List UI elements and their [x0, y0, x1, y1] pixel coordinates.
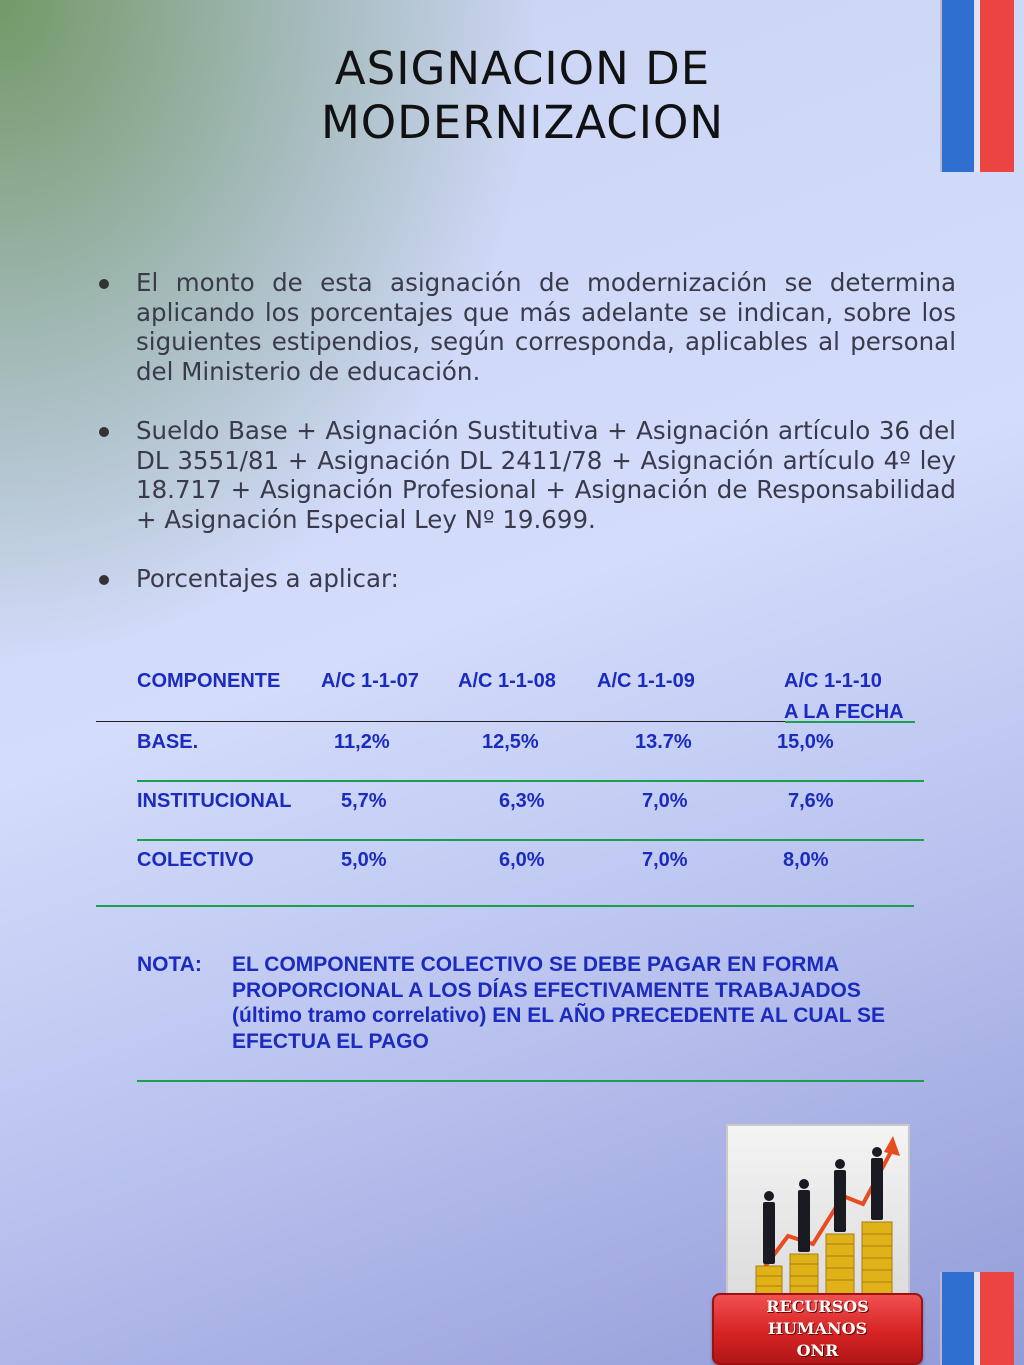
bullet-item: [96, 416, 956, 534]
table-row-divider: [137, 780, 924, 782]
title-line-2: MODERNIZACION: [320, 96, 725, 149]
row-institucional-value: 5,7%: [341, 790, 387, 812]
header-ac-2009: A/C 1-1-09: [597, 670, 695, 692]
recursos-humanos-badge: [712, 1293, 923, 1365]
flag-stripe-bottom: [940, 1272, 1014, 1365]
table-row-divider: [137, 839, 924, 841]
flag-stripe-top: [940, 0, 1014, 172]
page-title: [200, 42, 845, 150]
row-base-label: BASE.: [137, 731, 199, 753]
header-ac-2008: A/C 1-1-08: [458, 670, 556, 692]
bullet-item: [96, 268, 956, 386]
row-colectivo-value: 8,0%: [783, 849, 829, 871]
header-ac-2010: A/C 1-1-10: [784, 670, 882, 692]
row-base-value: 15,0%: [777, 731, 834, 753]
row-institucional-label: INSTITUCIONAL: [137, 790, 292, 812]
row-institucional-value: 6,3%: [499, 790, 545, 812]
bullet-dot-icon: [99, 279, 109, 289]
row-institucional-value: 7,0%: [642, 790, 688, 812]
header-componente: COMPONENTE: [137, 670, 281, 692]
badge-line-1: RECURSOS: [766, 1297, 869, 1316]
title-line-1: ASIGNACION DE: [334, 42, 711, 95]
bullet-text: El monto de esta asignación de modernización se determina aplicando los porcentajes que más adelante se indican, sobre los siguientes estipendios, según corresponda, aplicables al personal del Ministerio de educación.: [136, 268, 956, 386]
row-colectivo-label: COLECTIVO: [137, 849, 254, 871]
header-ac-2007: A/C 1-1-07: [321, 670, 419, 692]
row-colectivo-value: 6,0%: [499, 849, 545, 871]
business-people-on-coin-stacks-icon: [726, 1124, 910, 1298]
bullet-text: Porcentajes a aplicar:: [136, 564, 399, 593]
row-colectivo-value: 7,0%: [642, 849, 688, 871]
bullet-dot-icon: [99, 575, 109, 585]
note-bottom-rule: [137, 1080, 924, 1082]
row-base-value: 13.7%: [635, 731, 692, 753]
bullet-text: Sueldo Base + Asignación Sustitutiva + Asignación artículo 36 del DL 3551/81 + Asignación DL 2411/78 + Asignación artículo 4º ley 18.717 + Asignación Profesional + Asignación de Responsabilidad + Asignación Especial Ley Nº 19.699.: [136, 416, 956, 534]
row-institucional-value: 7,6%: [788, 790, 834, 812]
bullet-list: [96, 268, 956, 624]
badge-line-2: HUMANOS: [767, 1319, 868, 1338]
row-base-value: 12,5%: [482, 731, 539, 753]
note-text: EL COMPONENTE COLECTIVO SE DEBE PAGAR EN FORMA PROPORCIONAL A LOS DÍAS EFECTIVAMENTE TRABAJADOS (último tramo correlativo) EN EL AÑO PRECEDENTE AL CUAL SE EFECTUA EL PAGO: [232, 953, 886, 1053]
header-a-la-fecha: A LA FECHA: [784, 701, 904, 723]
coins-illustration-icon: [728, 1126, 908, 1296]
row-base-value: 11,2%: [334, 731, 390, 753]
note-label: NOTA:: [137, 953, 202, 976]
bullet-item: [96, 564, 956, 594]
bullet-dot-icon: [99, 427, 109, 437]
row-colectivo-value: 5,0%: [341, 849, 387, 871]
table-bottom-rule: [96, 905, 914, 907]
table-header-rule-accent: [785, 721, 915, 723]
badge-line-3: ONR: [796, 1341, 839, 1360]
